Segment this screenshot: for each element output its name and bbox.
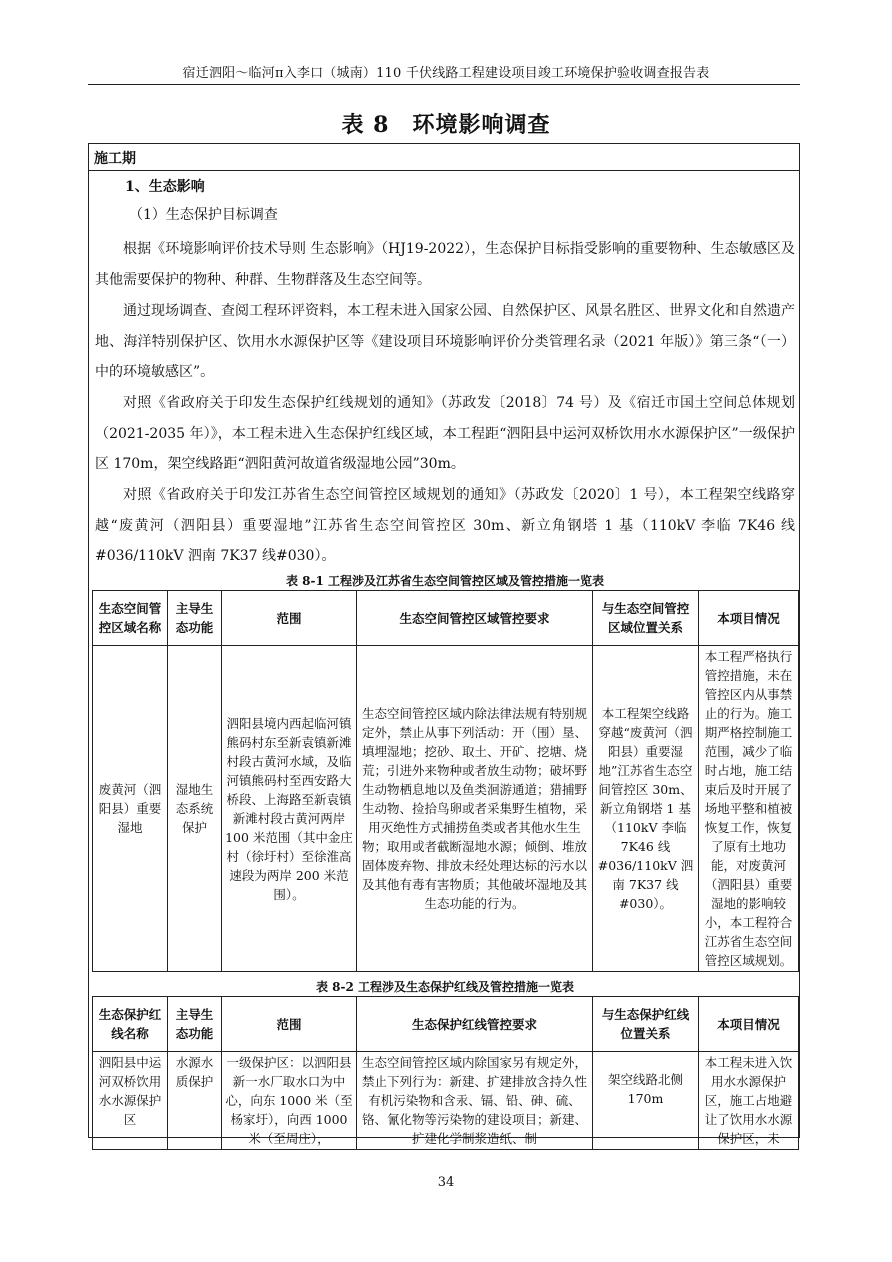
section-heading: 1、生态影响: [125, 179, 205, 195]
section-subheading: （1）生态保护目标调查: [129, 207, 278, 223]
column-header: 与生态保护红线位置关系: [593, 997, 699, 1052]
table-cell: 泗阳县中运河双桥饮用水水源保护区: [93, 1052, 168, 1150]
content-frame: [88, 143, 800, 1146]
table-row: [93, 646, 799, 972]
column-header: 本项目情况: [699, 591, 799, 646]
column-header: 生态保护红线管控要求: [357, 997, 593, 1052]
header-divider: [88, 84, 800, 85]
column-header: 生态保护红线名称: [93, 997, 168, 1052]
table-cell: 水源水质保护: [168, 1052, 222, 1150]
table-cell: 生态空间管控区域内除国家另有规定外，禁止下列行为：新建、扩建排放含持久性有机污染物和含汞、镉、铅、砷、硫、铬、氰化物等污染物的建设项目；新建、扩建化学制浆造纸、制: [357, 1052, 593, 1150]
running-header: 宿迁泗阳～临河π入李口（城南）110 千伏线路工程建设项目竣工环境保护验收调查报告表: [182, 66, 710, 81]
table-cell: 泗阳县境内西起临河镇熊码村东至新袁镇新滩村段古黄河水域，及临河镇熊码村至西安路大桥段、上海路至新袁镇新滩村段古黄河两岸 100 米范围（其中金庄村（徐圩村）至徐淮高速段为两岸 200 米范围）。: [222, 646, 357, 972]
eco-control-zone-table: [92, 590, 799, 972]
table-header-row: [93, 591, 799, 646]
page-title: 表 8 环境影响调查: [341, 112, 551, 138]
table-cell: 本工程严格执行管控措施，未在管控区内从事禁止的行为。施工期严格控制施工范围，减少了临时占地，施工结束后及时开展了场地平整和植被恢复工作，恢复了原有土地功能，对废黄河（泗阳县）重要湿地的影响较小，本工程符合江苏省生态空间管控区域规划。: [699, 646, 799, 972]
column-header: 范围: [222, 591, 357, 646]
table-cell: 废黄河（泗阳县）重要湿地: [93, 646, 168, 972]
column-header: 范围: [222, 997, 357, 1052]
table-caption: 表 8-2 工程涉及生态保护红线及管控措施一览表: [315, 980, 575, 994]
column-header: 本项目情况: [699, 997, 799, 1052]
table-cell: 本工程架空线路穿越“废黄河（泗阳县）重要湿地”江苏省生态空间管控区 30m、新立角钢塔 1 基（110kV 李临 7K46 线#036/110kV 泗南 7K37 线#030）。: [593, 646, 699, 972]
table-row: [93, 1052, 799, 1150]
table-cell: 生态空间管控区域内除法律法规有特别规定外，禁止从事下列活动：开（围）垦、填埋湿地；挖砂、取土、开矿、挖塘、烧荒；引进外来物种或者放生动物；破坏野生动物栖息地以及鱼类洄游通道；猎捕野生动物、捡拾鸟卵或者采集野生植物，采用灭绝性方式捕捞鱼类或者其他水生生物；取用或者截断湿地水源；倾倒、堆放固体废弃物、排放未经处理达标的污水以及其他有毒有害物质；其他破坏湿地及其生态功能的行为。: [357, 646, 593, 972]
table-caption: 表 8-1 工程涉及江苏省生态空间管控区域及管控措施一览表: [285, 574, 605, 588]
period-row: [89, 144, 799, 171]
column-header: 生态空间管控区域名称: [93, 591, 168, 646]
column-header: 与生态空间管控区域位置关系: [593, 591, 699, 646]
eco-redline-table: [92, 996, 799, 1150]
table-cell: 架空线路北侧 170m: [593, 1052, 699, 1150]
table-cell: 湿地生态系统保护: [168, 646, 222, 972]
paragraph: 对照《省政府关于印发生态保护红线规划的通知》（苏政发〔2018〕74 号）及《宿迁市国土空间总体规划（2021-2035 年）》，本工程未进入生态保护红线区域，本工程距“泗阳县中运河双桥饮用水水源保护区”一级保护区 170m，架空线路距“泗阳黄河故道省级湿地公园”30m。: [95, 395, 795, 472]
table-cell: 一级保护区：以泗阳县新一水厂取水口为中心，向东 1000 米（至杨家圩），向西 1000 米（至周庄），: [222, 1052, 357, 1150]
page-number: 34: [437, 1175, 455, 1190]
column-header: 主导生态功能: [168, 591, 222, 646]
column-header: 主导生态功能: [168, 997, 222, 1052]
paragraph: 对照《省政府关于印发江苏省生态空间管控区域规划的通知》（苏政发〔2020〕1 号），本工程架空线路穿越“废黄河（泗阳县）重要湿地”江苏省生态空间管控区 30m、新立角钢塔 1 基（110kV 李临 7K46 线#036/110kV 泗南 7K37 线#030）。: [95, 487, 795, 564]
column-header: 生态空间管控区域管控要求: [357, 591, 593, 646]
paragraph: 根据《环境影响评价技术导则 生态影响》（HJ19-2022），生态保护目标指受影响的重要物种、生态敏感区及其他需要保护的物种、种群、生物群落及生态空间等。: [95, 241, 795, 288]
period-label: 施工期: [94, 151, 136, 167]
table-header-row: [93, 997, 799, 1052]
table-cell: 本工程未进入饮用水水源保护区，施工占地避让了饮用水水源保护区，未: [699, 1052, 799, 1150]
paragraph: 通过现场调查、查阅工程环评资料，本工程未进入国家公园、自然保护区、风景名胜区、世界文化和自然遗产地、海洋特别保护区、饮用水水源保护区等《建设项目环境影响评价分类管理名录（2021 年版）》第三条“（一）中的环境敏感区”。: [95, 303, 795, 380]
